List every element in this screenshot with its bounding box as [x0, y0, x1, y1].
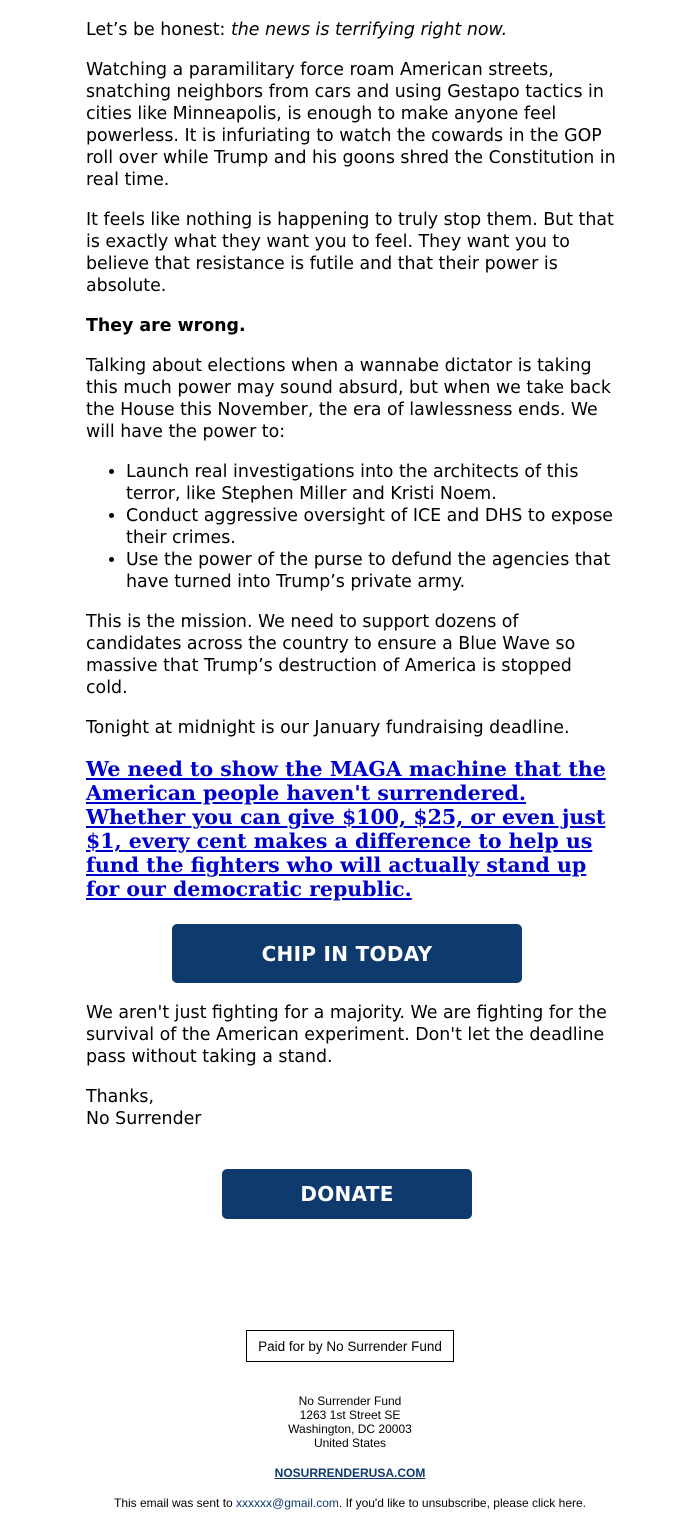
email-body: [86, 19, 616, 901]
list-item: • Conduct aggressive oversight of ICE and DHS to expose their crimes.: [126, 505, 616, 549]
paragraph-elections: Talking about elections when a wannabe dictator is taking this much power may sound absurd, but when we take back the House this November, the era of lawlessness ends. We will have the power to:: [86, 356, 611, 442]
signature: No Surrender: [86, 1109, 202, 1129]
city-state-zip: Washington, DC 20003: [288, 1422, 412, 1436]
mailing-address: [0, 1394, 700, 1450]
sent-prefix: This email was sent to: [113, 1496, 237, 1510]
website-link-row: [0, 1466, 700, 1480]
paid-for-disclaimer: Paid for by No Surrender Fund: [246, 1330, 454, 1362]
country: United States: [313, 1436, 387, 1450]
intro-lead-italic: the news is terrifying right now.: [230, 20, 508, 40]
closing-section: [86, 1002, 616, 1148]
powers-list: [86, 461, 616, 593]
list-item: • Use the power of the purse to defund the agencies that have turned into Trump’s private army.: [126, 549, 616, 593]
unsubscribe-text[interactable]: . If you'd like to unsubscribe, please click here.: [338, 1496, 586, 1510]
sign-off: [86, 1086, 616, 1130]
street-address: 1263 1st Street SE: [299, 1408, 401, 1422]
website-link[interactable]: NOSURRENDERUSA.COM: [274, 1466, 426, 1480]
donate-cta-link[interactable]: We need to show the MAGA machine that the American people haven't surrendered. Whether you can give $100, $25, or even just $1, every cent makes a difference to help us fund the fighters who will actually stand up for our democratic republic.: [86, 757, 606, 901]
org-name: No Surrender Fund: [298, 1394, 402, 1408]
list-item: • Launch real investigations into the architects of this terror, like Stephen Miller and Kristi Noem.: [126, 461, 616, 505]
paragraph-deadline: Tonight at midnight is our January fundraising deadline.: [86, 718, 570, 738]
chip-in-button[interactable]: CHIP IN TODAY: [172, 924, 522, 983]
intro-paragraph: [86, 19, 616, 41]
paragraph-paramilitary: Watching a paramilitary force roam American streets, snatching neighbors from cars and using Gestapo tactics in cities like Minneapolis, is enough to make anyone feel powerless. It is infuriating to watch the cowards in the GOP roll over while Trump and his goons shred the Constitution in real time.: [86, 60, 616, 190]
paragraph-survival: We aren't just fighting for a majority. We are fighting for the survival of the American experiment. Don't let the deadline pass without taking a stand.: [86, 1003, 607, 1067]
paragraph-they-are-wrong: [86, 315, 616, 337]
thanks-text: Thanks,: [86, 1087, 154, 1107]
donate-button[interactable]: DONATE: [222, 1169, 472, 1219]
they-are-wrong-text: They are wrong.: [86, 316, 246, 336]
recipient-email-link[interactable]: xxxxxx@gmail.com: [236, 1496, 339, 1510]
unsubscribe-notice: [0, 1496, 700, 1510]
paragraph-mission: This is the mission. We need to support dozens of candidates across the country to ensure a Blue Wave so massive that Trump’s destruction of America is stopped cold.: [86, 612, 576, 698]
paragraph-nothing-happening: It feels like nothing is happening to truly stop them. But that is exactly what they want you to feel. They want you to believe that resistance is futile and that their power is absolute.: [86, 210, 614, 296]
intro-lead: Let’s be honest:: [86, 20, 231, 40]
